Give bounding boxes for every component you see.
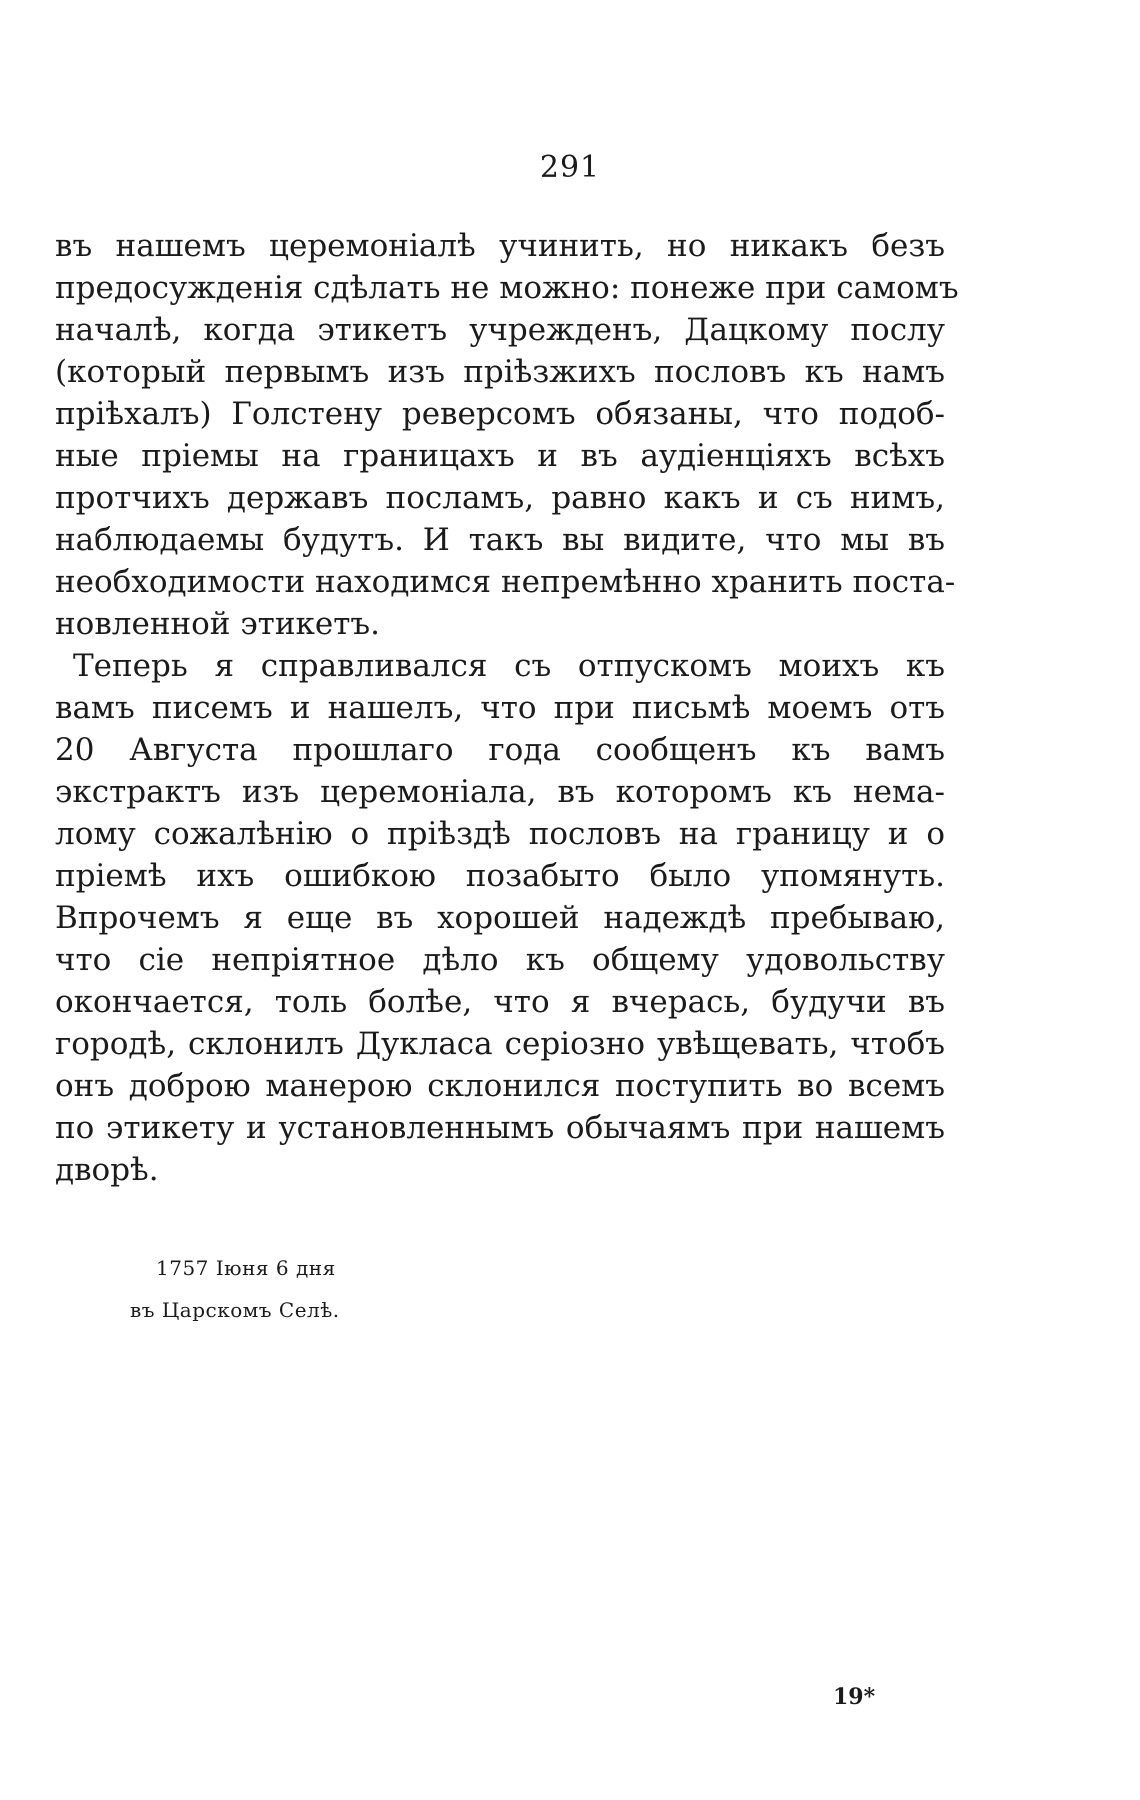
page-number: 291 xyxy=(539,150,601,185)
text-line: наблюдаемы будутъ. И такъ вы видите, что мы въ xyxy=(55,522,945,558)
text-line: (который первымъ изъ пріѣзжихъ пословъ къ намъ xyxy=(55,354,945,390)
text-line: протчихъ державъ посламъ, равно какъ и съ нимъ, xyxy=(55,480,945,516)
text-line: началѣ, когда этикетъ учрежденъ, Дацкому послу xyxy=(55,312,945,348)
text-line: въ нашемъ церемоніалѣ учинить, но никакъ безъ xyxy=(55,228,945,264)
signature-place: въ Царскомъ Селѣ. xyxy=(130,1298,340,1322)
signature-mark: 19* xyxy=(833,1684,876,1710)
text-line: городѣ, склонилъ Дукласа серіозно увѣщевать, чтобъ xyxy=(55,1026,945,1062)
text-line: вамъ писемъ и нашелъ, что при письмѣ моемъ отъ xyxy=(55,690,945,726)
text-line: необходимости находимся непремѣнно хранить поста- xyxy=(55,564,956,600)
text-line: дворѣ. xyxy=(55,1152,159,1188)
signature-block xyxy=(130,1247,340,1331)
signature-date: 1757 Іюня 6 дня xyxy=(156,1256,336,1280)
text-line: новленной этикетъ. xyxy=(55,606,380,642)
text-line: лому сожалѣнію о пріѣздѣ пословъ на границу и о xyxy=(55,816,945,852)
text-line: ные пріемы на границахъ и въ аудіенціяхъ всѣхъ xyxy=(55,438,945,474)
text-line: Впрочемъ я еще въ хорошей надеждѣ пребываю, xyxy=(55,900,945,936)
text-line: окончается, толь болѣе, что я вчерась, будучи въ xyxy=(55,984,945,1020)
text-line: Теперь я справливался съ отпускомъ моихъ къ xyxy=(73,648,945,684)
text-line: пріѣхалъ) Голстену реверсомъ обязаны, что подоб- xyxy=(55,396,945,432)
text-line: 20 Августа прошлаго года сообщенъ къ вамъ xyxy=(55,732,945,768)
text-line: онъ доброю манерою склонился поступить во всемъ xyxy=(55,1068,945,1104)
text-line: пріемѣ ихъ ошибкою позабыто было упомянуть. xyxy=(55,858,945,894)
text-line: предосужденія сдѣлать не можно: понеже при самомъ xyxy=(55,270,959,306)
text-line: экстрактъ изъ церемоніала, въ которомъ къ нема- xyxy=(55,774,945,810)
text-line: по этикету и установленнымъ обычаямъ при нашемъ xyxy=(55,1110,945,1146)
body-text xyxy=(55,225,959,1191)
text-line: что сіе непріятное дѣло къ общему удовольству xyxy=(55,942,945,978)
